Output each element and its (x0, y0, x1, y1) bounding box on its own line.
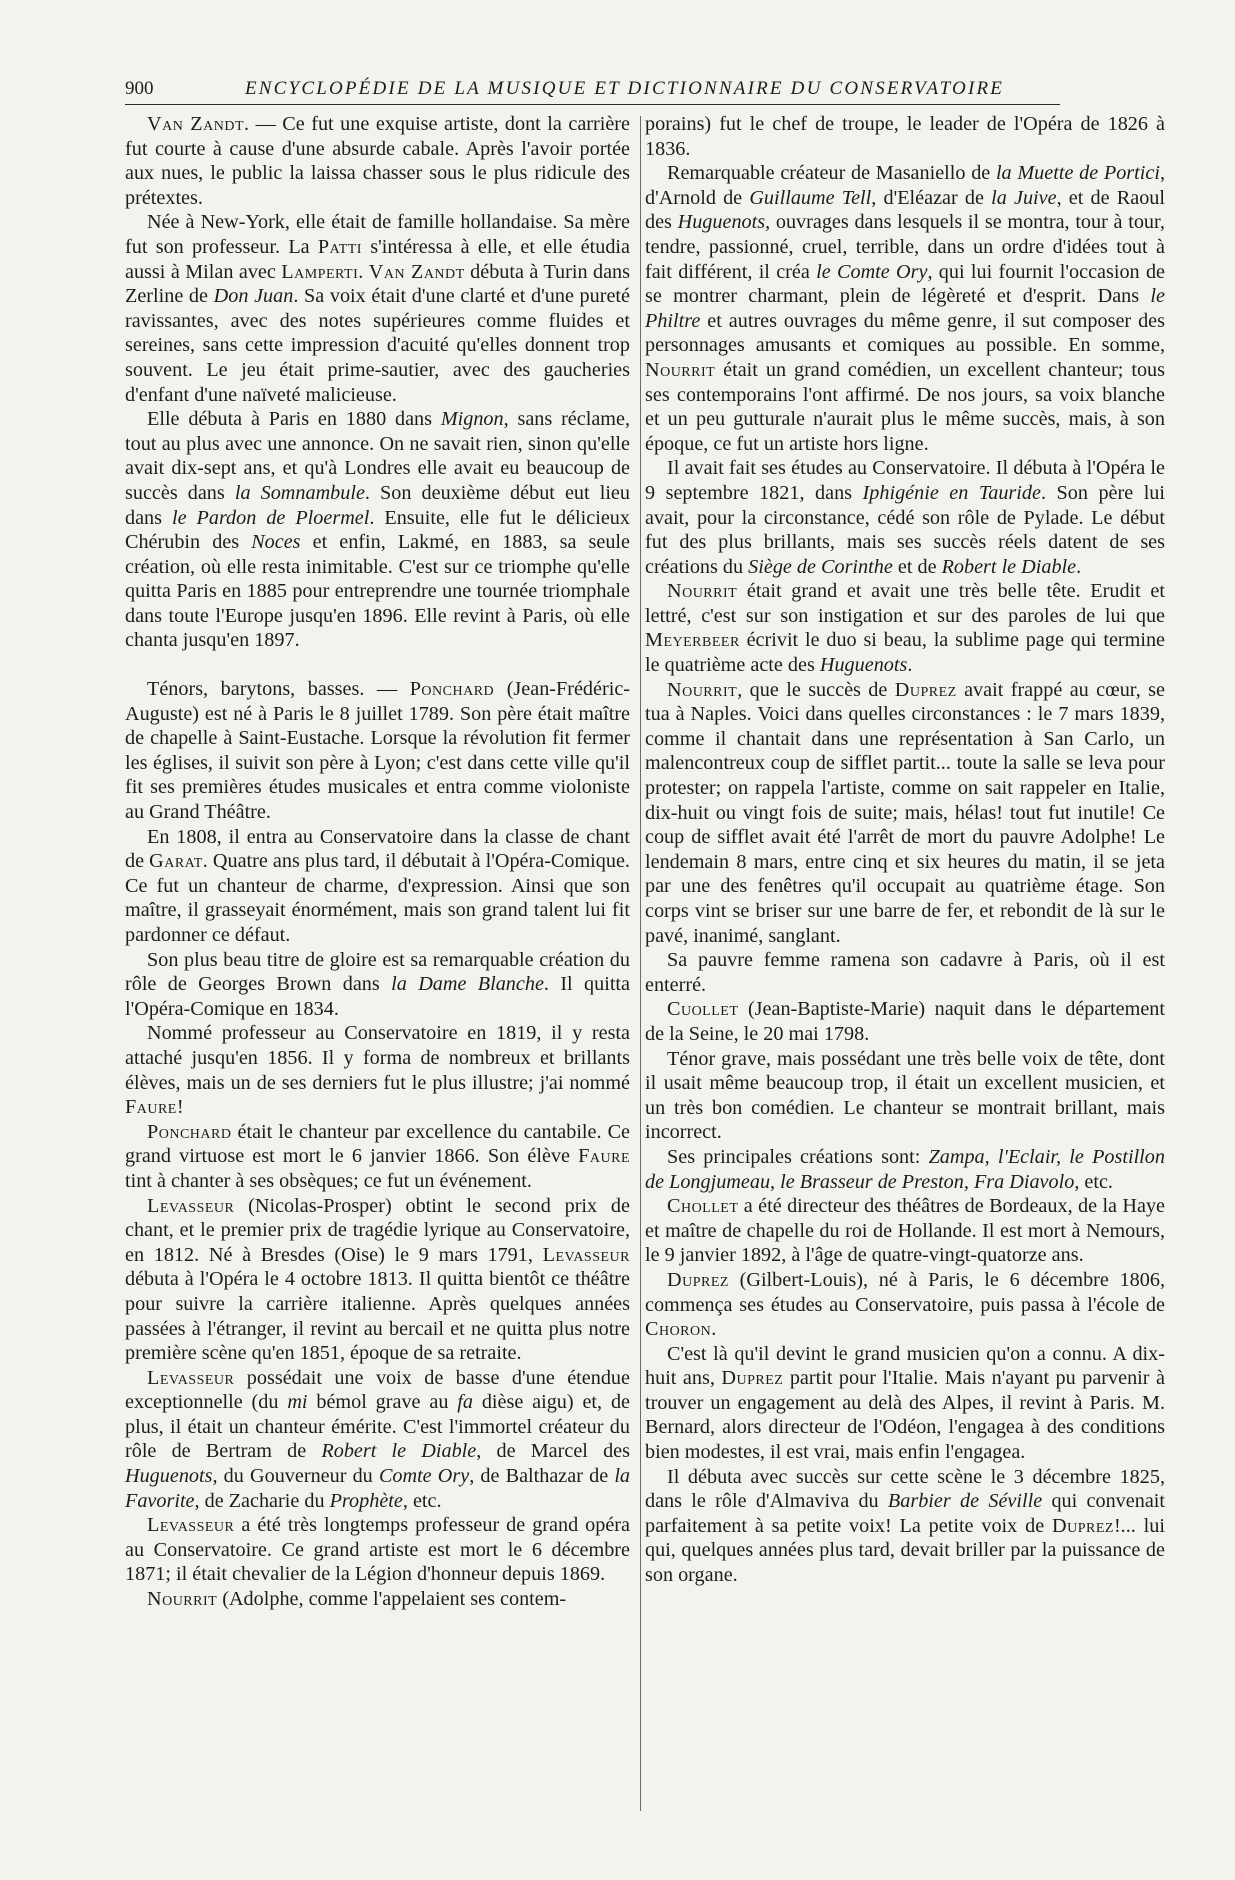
running-title: ENCYCLOPÉDIE DE LA MUSIQUE ET DICTIONNAIRE DU CONSERVATOIRE (245, 78, 1005, 99)
text-run: Remarquable créateur de Masaniello de (667, 162, 996, 185)
text-run: dièse aigu) et, de plus, il était un chanteur émérite. C'est l'immortel créateur du rôle de Bertram de (125, 1391, 630, 1463)
text-run: . Ensuite, elle fut le délicieux Chérubin des (125, 506, 630, 554)
name-smallcaps: Patti (317, 235, 362, 258)
text-run: Nommé professeur au Conservatoire en 1819, il y resta attaché jusqu'en 1856. Il y forma de nombreux et brillants élèves, mais un de ses derniers fut le plus illustre; j'ai nommé (125, 1022, 630, 1094)
paragraph (645, 1342, 1165, 1465)
text-run: (Jean-Baptiste-Marie) naquit dans le département de la Seine, le 20 mai 1798. (645, 998, 1165, 1045)
paragraph (125, 112, 630, 210)
name-smallcaps: Nourrit (645, 358, 716, 381)
text-run: . (711, 1318, 717, 1341)
title-italic: mi (287, 1391, 308, 1414)
header-rule (125, 104, 1060, 105)
paragraph (125, 210, 630, 407)
name-smallcaps: Van Zandt (368, 260, 465, 283)
text-run: , de Marcel des (476, 1440, 630, 1463)
title-italic: Don Juan (213, 285, 294, 308)
paragraph (125, 1366, 630, 1514)
text-run: Née à New-York, elle était de famille hollandaise. Sa mère fut son professeur. La (125, 211, 630, 258)
title-italic: le Pardon de Ploermel (171, 506, 370, 529)
text-run: débuta à l'Opéra le 4 octobre 1813. Il quitta bientôt ce théâtre pour suivre la carrière italienne. Après quelques années passées à l'étranger, il revint au bercail et ne quitta plus notre première scène qu'en 1851, époque de sa retraite. (125, 1268, 630, 1365)
name-smallcaps: Duprez (667, 1268, 729, 1291)
title-italic: la Muette de Portici (995, 162, 1160, 185)
text-run: Sa pauvre femme ramena son cadavre à Paris, où il est enterré. (645, 949, 1165, 996)
title-italic: le Philtre (645, 285, 1165, 332)
paragraph (125, 1587, 630, 1612)
name-smallcaps: Duprez (1052, 1514, 1114, 1537)
text-run: . (907, 654, 913, 677)
text-run: !... lui qui, quelques années plus tard, devait briller par la puissance de son organe. (645, 1514, 1165, 1587)
paragraph (125, 1021, 630, 1119)
name-smallcaps: Levasseur (147, 1366, 235, 1389)
paragraph (125, 1120, 630, 1194)
name-smallcaps: Faure (125, 1096, 177, 1119)
paragraph (125, 1194, 630, 1366)
title-italic: Huguenots (125, 1465, 213, 1488)
name-smallcaps: Van Zandt (147, 113, 245, 135)
text-run: Ténors, barytons, basses. — (147, 678, 410, 701)
text-run: Ténor grave, mais possédant une très belle voix de tête, dont il usait même beaucoup trop, il était un excellent musicien, et un très bon comédien. Le chanteur se montrait brillant, mais incorrect. (645, 1047, 1165, 1144)
name-smallcaps: Choron (645, 1318, 712, 1341)
title-italic: la Somnambule (234, 481, 365, 504)
text-run: , etc. (1074, 1170, 1113, 1193)
text-run: débuta à Turin dans Zerline de (125, 260, 631, 308)
name-smallcaps: Duprez (721, 1367, 784, 1390)
text-run: et enfin, Lakmé, en 1883, sa seule création, où elle resta inimitable. C'est sur ce triomphe qu'elle quitta Paris en 1885 pour entreprendre une tournée triomphale dans toute l'Europe jusqu'en 1896. Elle revint à Paris, où elle chanta jusqu'en 1897. (125, 531, 630, 652)
text-run: partit pour l'Italie. Mais n'ayant pu parvenir à trouver un engagement au delà des Alpes, il revint à Paris. M. Bernard, alors directeur de l'Odéon, l'engagea à des conditions bien modestes, il est vrai, mais enfin l'engagea. (645, 1367, 1165, 1464)
text-run: tint à chanter à ses obsèques; ce fut un événement. (125, 1169, 532, 1192)
paragraph (645, 161, 1165, 456)
name-smallcaps: Duprez (894, 678, 957, 701)
title-italic: Prophète (329, 1489, 403, 1512)
text-run: , qui lui fournit l'occasion de se montrer charmant, plein de légèreté et d'esprit. Dans (645, 260, 1166, 308)
title-italic: Huguenots (819, 654, 908, 677)
title-italic: Iphigénie en Tauride (862, 481, 1041, 504)
title-italic: Guillaume Tell (749, 186, 872, 209)
paragraph (645, 1268, 1165, 1342)
text-run: , ouvrages dans lesquels il se montra, tour à tour, tendre, passionné, cruel, terrible, dans un ordre d'idées tout à fait différent, il créa (645, 211, 1165, 283)
name-smallcaps: Ponchard (147, 1120, 232, 1143)
text-run: était un grand comédien, un excellent chanteur; tous ses contemporains l'ont affirmé. De nos jours, sa voix blanche et un peu gutturale n'aurait plus le même succès, mais, à son époque, ce fut un artiste hors ligne. (645, 358, 1165, 455)
text-run: et autres ouvrages du même genre, il sut composer des personnages amusants et comiques au possible. En somme, (645, 309, 1165, 357)
page-number: 900 (125, 78, 154, 99)
text-run: . — Ce fut une exquise artiste, dont la carrière fut courte à cause d'une absurde cabale. Après l'avoir portée aux nues, le public la laissa chasser sous le plus ridicule des prétextes. (125, 113, 630, 209)
paragraph (645, 1047, 1165, 1145)
title-italic: la Juive (991, 186, 1057, 209)
name-smallcaps: Levasseur (147, 1194, 235, 1217)
title-italic: Robert le Diable (321, 1440, 477, 1463)
name-smallcaps: Nourrit (147, 1588, 218, 1611)
title-italic: Siège de Corinthe (748, 555, 893, 578)
paragraph (645, 1194, 1165, 1268)
text-run: et de (892, 555, 942, 578)
text-run: (Adolphe, comme l'appelaient ses contem- (217, 1588, 567, 1611)
right-column (645, 112, 1165, 1588)
paragraph (645, 1145, 1165, 1194)
text-run: Ses principales créations sont: (667, 1145, 929, 1168)
text-run: (Nicolas-Prosper) obtint le second prix de chant, et le premier prix de tragédie lyrique au Conservatoire, en 1812. Né à Bresdes (Oise) le 9 mars 1791, (125, 1194, 630, 1266)
text-run: , d'Arnold de (645, 162, 1165, 209)
text-run: . Sa voix était d'une clarté et d'une pureté ravissantes, avec des notes supérieures comme fluides et sereines, sans cette impression d'acuité qu'elles donnent trop souvent. Le jeu était prime-sautier, avec des gaucheries d'enfant d'une naïveté malicieuse. (125, 285, 631, 406)
text-run: , de Zacharie du (194, 1489, 330, 1512)
paragraph (125, 825, 630, 948)
name-smallcaps: Cuollet (667, 998, 739, 1021)
text-run: , etc. (402, 1489, 442, 1512)
text-run: , du Gouverneur du (212, 1465, 379, 1488)
text-run: qui convenait parfaitement à sa petite voix! La petite voix de (645, 1490, 1165, 1537)
text-run: , d'Eléazar de (871, 186, 992, 209)
text-run: En 1808, il entra au Conservatoire dans la classe de chant de (125, 825, 630, 873)
title-italic: Noces (251, 531, 301, 554)
paragraph (645, 997, 1165, 1046)
text-run: écrivit le duo si beau, la sublime page qui termine le quatrième acte des (645, 629, 1165, 677)
paragraph (645, 579, 1165, 677)
title-italic: la Favorite (125, 1465, 631, 1512)
paragraph (645, 948, 1165, 997)
title-italic: Zampa, l'Eclair, le Postillon de Longjumeau, le Brasseur de Preston, Fra Diavolo (645, 1145, 1165, 1193)
text-run: , que le succès de (737, 678, 895, 701)
text-run: C'est là qu'il devint le grand musicien qu'on a connu. A dix-huit ans, (645, 1342, 1165, 1390)
text-run: , et de Raoul des (645, 186, 1165, 234)
title-italic: le Comte Ory (816, 260, 928, 283)
text-run: ! (176, 1096, 184, 1119)
name-smallcaps: Nourrit (667, 580, 738, 603)
paragraph (125, 677, 630, 825)
name-smallcaps: Garat (149, 850, 203, 873)
text-run: . Quatre ans plus tard, il débutait à l'Opéra-Comique. Ce fut un chanteur de charme, d'expression. Ainsi que son maître, il grasseyait énormément, mais son grand talent lui fit pardonner ce défaut. (125, 850, 630, 946)
paragraph (645, 1465, 1165, 1588)
name-smallcaps: Chollet (667, 1195, 739, 1218)
title-italic: Robert le Diable (941, 555, 1077, 578)
paragraph (645, 456, 1165, 579)
text-run: était grand et avait une très belle tête. Erudit et lettré, c'est sur son instigation et sur des paroles de lui que (645, 580, 1165, 627)
text-run: s'intéressa à elle, et elle étudia aussi à Milan avec (125, 235, 630, 283)
name-smallcaps: Meyerbeer (645, 629, 740, 652)
paragraph (645, 112, 1165, 161)
left-column (125, 112, 630, 1612)
text-run: a été directeur des théâtres de Bordeaux, de la Haye et maître de chapelle du roi de Hollande. Il est mort à Nemours, le 9 janvier 1892, à l'âge de quatre-vingt-quatorze ans. (645, 1195, 1165, 1267)
text-run: a été très longtemps professeur de grand opéra au Conservatoire. Ce grand artiste est mort le 6 décembre 1871; il était chevalier de la Légion d'honneur depuis 1869. (125, 1514, 630, 1586)
text-run: , de Balthazar de (469, 1465, 615, 1488)
text-run: , sans réclame, tout au plus avec une annonce. On ne savait rien, sinon qu'elle avait dix-sept ans, et qu'à Londres elle avait eu beaucoup de succès dans (125, 408, 630, 504)
name-smallcaps: Faure (578, 1145, 630, 1168)
text-run: (Jean-Frédéric-Auguste) est né à Paris le 8 juillet 1789. Son père était maître de chapelle à Saint-Eustache. Lorsque la révolution fit fermer les églises, il suivit son père à Lyon; c'est dans cette ville qu'il fit ses premières études musicales et entra comme violoniste au Grand Théâtre. (125, 678, 630, 824)
text-run: avait frappé au cœur, se tua à Naples. Voici dans quelles circonstances : le 7 mars 1839, comme il chantait dans une représentation à San Carlo, un malencontreux coup de sifflet partit... toute la salle se leva pour protester; on rappela l'artiste, comme on sait rappeler en Italie, dix-huit ou vingt fois de suite; mais, hélas! tout fut inutile! Ce coup de sifflet avait été l'arrêt de mort du pauvre Adolphe! Le lendemain 8 mars, entre cinq et six heures du matin, il se jeta par une des fenêtres qu'il occupait au quatrième étage. Son corps vint se briser sur une barre de fer, et rebondit de là sur le pavé, inanimé, sanglant. (645, 678, 1165, 947)
text-run: Elle débuta à Paris en 1880 dans (147, 408, 441, 431)
paragraph (645, 678, 1165, 949)
title-italic: Comte Ory (378, 1465, 470, 1488)
title-italic: Barbier de Séville (887, 1490, 1043, 1513)
page-header (125, 78, 1060, 104)
text-run: Son plus beau titre de gloire est sa remarquable création du rôle de Georges Brown dans (125, 948, 630, 996)
name-smallcaps: Levasseur (542, 1243, 630, 1266)
name-smallcaps: Ponchard (409, 678, 495, 701)
name-smallcaps: Nourrit (667, 678, 738, 701)
text-run: . Son deuxième début eut lieu dans (125, 481, 630, 529)
title-italic: la Dame Blanche (391, 973, 544, 996)
title-italic: fa (457, 1391, 473, 1414)
paragraph (125, 948, 630, 1022)
name-smallcaps: Levasseur (147, 1514, 235, 1537)
name-smallcaps: Lamperti (281, 260, 359, 283)
paragraph (125, 407, 630, 653)
text-run: Il débuta avec succès sur cette scène le 3 décembre 1825, dans le rôle d'Almaviva du (645, 1465, 1165, 1513)
text-run: . (1076, 555, 1082, 578)
text-run: Il avait fait ses études au Conservatoire. Il débuta à l'Opéra le 9 septembre 1821, dans (645, 457, 1165, 504)
title-italic: Mignon (440, 408, 504, 431)
column-divider (640, 116, 641, 1811)
text-run: . Son père lui avait, pour la circonstance, cédé son rôle de Pylade. Le début fut des plus brillants, mais ses succès réels datent de ses créations du (645, 481, 1166, 578)
text-run: porains) fut le chef de troupe, le leader de l'Opéra de 1826 à 1836. (645, 113, 1165, 160)
text-run: bémol grave au (307, 1391, 458, 1414)
text-run: . (358, 260, 369, 283)
text-run: . Il quitta l'Opéra-Comique en 1834. (125, 973, 630, 1020)
text-run: (Gilbert-Louis), né à Paris, le 6 décembre 1806, commença ses études au Conservatoire, puis passa à l'école de (645, 1268, 1165, 1316)
paragraph (125, 1513, 630, 1587)
text-run: possédait une voix de basse d'une étendue exceptionnelle (du (125, 1366, 630, 1414)
text-run: était le chanteur par excellence du cantabile. Ce grand virtuose est mort le 6 janvier 1866. Son élève (125, 1120, 630, 1168)
title-italic: Huguenots (677, 211, 766, 234)
